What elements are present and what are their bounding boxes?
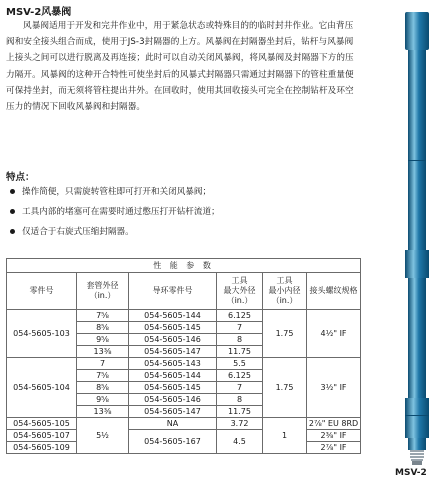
cell-thread: 3½" IF xyxy=(307,358,361,418)
table-row xyxy=(7,430,361,442)
cell-casing: 8⅝ xyxy=(77,322,129,334)
feature-item: 仅适合于右旋式压缩封隔器。 xyxy=(10,225,220,245)
feature-item: 工具内部的堵塞可在需要时通过憋压打开钻杆流道； xyxy=(10,205,220,225)
spec-table xyxy=(6,258,361,454)
table-row xyxy=(7,358,361,370)
cell-ring: 054-5605-145 xyxy=(129,322,217,334)
header-part-no: 零件号 xyxy=(7,273,77,310)
cell-thread: 4½" IF xyxy=(307,310,361,358)
features-list xyxy=(10,185,220,245)
cell-ring: 054-5605-144 xyxy=(129,310,217,322)
header-tool-min-id: 工具 最小内径 （in.） xyxy=(263,273,307,310)
cell-min-id: 1.75 xyxy=(263,358,307,418)
header-ring-part: 导环零件号 xyxy=(129,273,217,310)
features-heading: 特点： xyxy=(6,172,35,183)
cell-max-od: 11.75 xyxy=(217,406,263,418)
bullet-icon xyxy=(10,189,15,194)
cell-casing: 13⅜ xyxy=(77,406,129,418)
table-row xyxy=(7,418,361,430)
description-paragraph: 风暴阀适用于开发和完井作业中，用于紧急状态或特殊目的的临时封井作业。它由背压阀和安全接头组合而成，使用于JS-3封隔器的上方。风暴阀在封隔器坐封后，钻杆与风暴阀上接头之间可以进行脱离及再连接；此时可以自动关闭风暴阀，将风暴阀及封隔器下方的压力隔开。风暴阀的这种开合特性可使坐封后的风暴式封隔器只需通过封隔器下的管柱重量便可保持坐封，而无须将管柱提出井外。在回收时，使用其回收接头可完全在控制钻杆及环空压力的情况下回收风暴阀和封隔器。 xyxy=(6,21,354,113)
cell-casing: 7⅝ xyxy=(77,370,129,382)
cell-casing: 5½ xyxy=(77,418,129,454)
tool-illustration xyxy=(385,10,445,480)
cell-ring: 054-5605-147 xyxy=(129,346,217,358)
cell-casing: 7⅝ xyxy=(77,310,129,322)
cell-part-no: 054-5605-104 xyxy=(7,358,77,418)
cell-thread: 2⅞" IF xyxy=(307,442,361,454)
cell-max-od: 4.5 xyxy=(217,430,263,454)
cell-casing: 9⅝ xyxy=(77,394,129,406)
cell-casing: 8⅝ xyxy=(77,382,129,394)
cell-max-od: 3.72 xyxy=(217,418,263,430)
header-casing-od: 套管外径 （in.） xyxy=(77,273,129,310)
bullet-icon xyxy=(10,229,15,234)
cell-thread: 2⅜" IF xyxy=(307,430,361,442)
feature-item: 操作简便，只需旋转管柱即可打开和关闭风暴阀； xyxy=(10,185,220,205)
header-tool-max-od: 工具 最大外径 （in.） xyxy=(217,273,263,310)
table-row xyxy=(7,310,361,322)
cell-ring: 054-5605-146 xyxy=(129,394,217,406)
cell-max-od: 6.125 xyxy=(217,370,263,382)
cell-max-od: 7 xyxy=(217,382,263,394)
cell-part-no: 054-5605-107 xyxy=(7,430,77,442)
storm-valve-image xyxy=(385,10,445,480)
cell-part-no: 054-5605-103 xyxy=(7,310,77,358)
cell-max-od: 5.5 xyxy=(217,358,263,370)
cell-ring: 054-5605-146 xyxy=(129,334,217,346)
bullet-icon xyxy=(10,209,15,214)
cell-max-od: 11.75 xyxy=(217,346,263,358)
cell-max-od: 8 xyxy=(217,394,263,406)
cell-part-no: 054-5605-105 xyxy=(7,418,77,430)
cell-max-od: 6.125 xyxy=(217,310,263,322)
cell-casing: 13⅜ xyxy=(77,346,129,358)
image-label: MSV-2 xyxy=(395,468,427,478)
cell-thread: 2⅞" EU 8RD xyxy=(307,418,361,430)
cell-max-od: 8 xyxy=(217,334,263,346)
cell-ring: 054-5605-167 xyxy=(129,430,217,454)
cell-ring: 054-5605-144 xyxy=(129,370,217,382)
cell-max-od: 7 xyxy=(217,322,263,334)
cell-min-id: 1 xyxy=(263,418,307,454)
cell-ring: 054-5605-147 xyxy=(129,406,217,418)
cell-ring: 054-5605-145 xyxy=(129,382,217,394)
header-thread: 接头螺纹规格 xyxy=(307,273,361,310)
cell-casing: 7 xyxy=(77,358,129,370)
cell-ring: NA xyxy=(129,418,217,430)
cell-casing: 9⅝ xyxy=(77,334,129,346)
cell-part-no: 054-5605-109 xyxy=(7,442,77,454)
table-caption: 性 能 参 数 xyxy=(7,259,361,273)
cell-ring: 054-5605-143 xyxy=(129,358,217,370)
cell-min-id: 1.75 xyxy=(263,310,307,358)
page-title: MSV-2风暴阀 xyxy=(6,7,72,18)
